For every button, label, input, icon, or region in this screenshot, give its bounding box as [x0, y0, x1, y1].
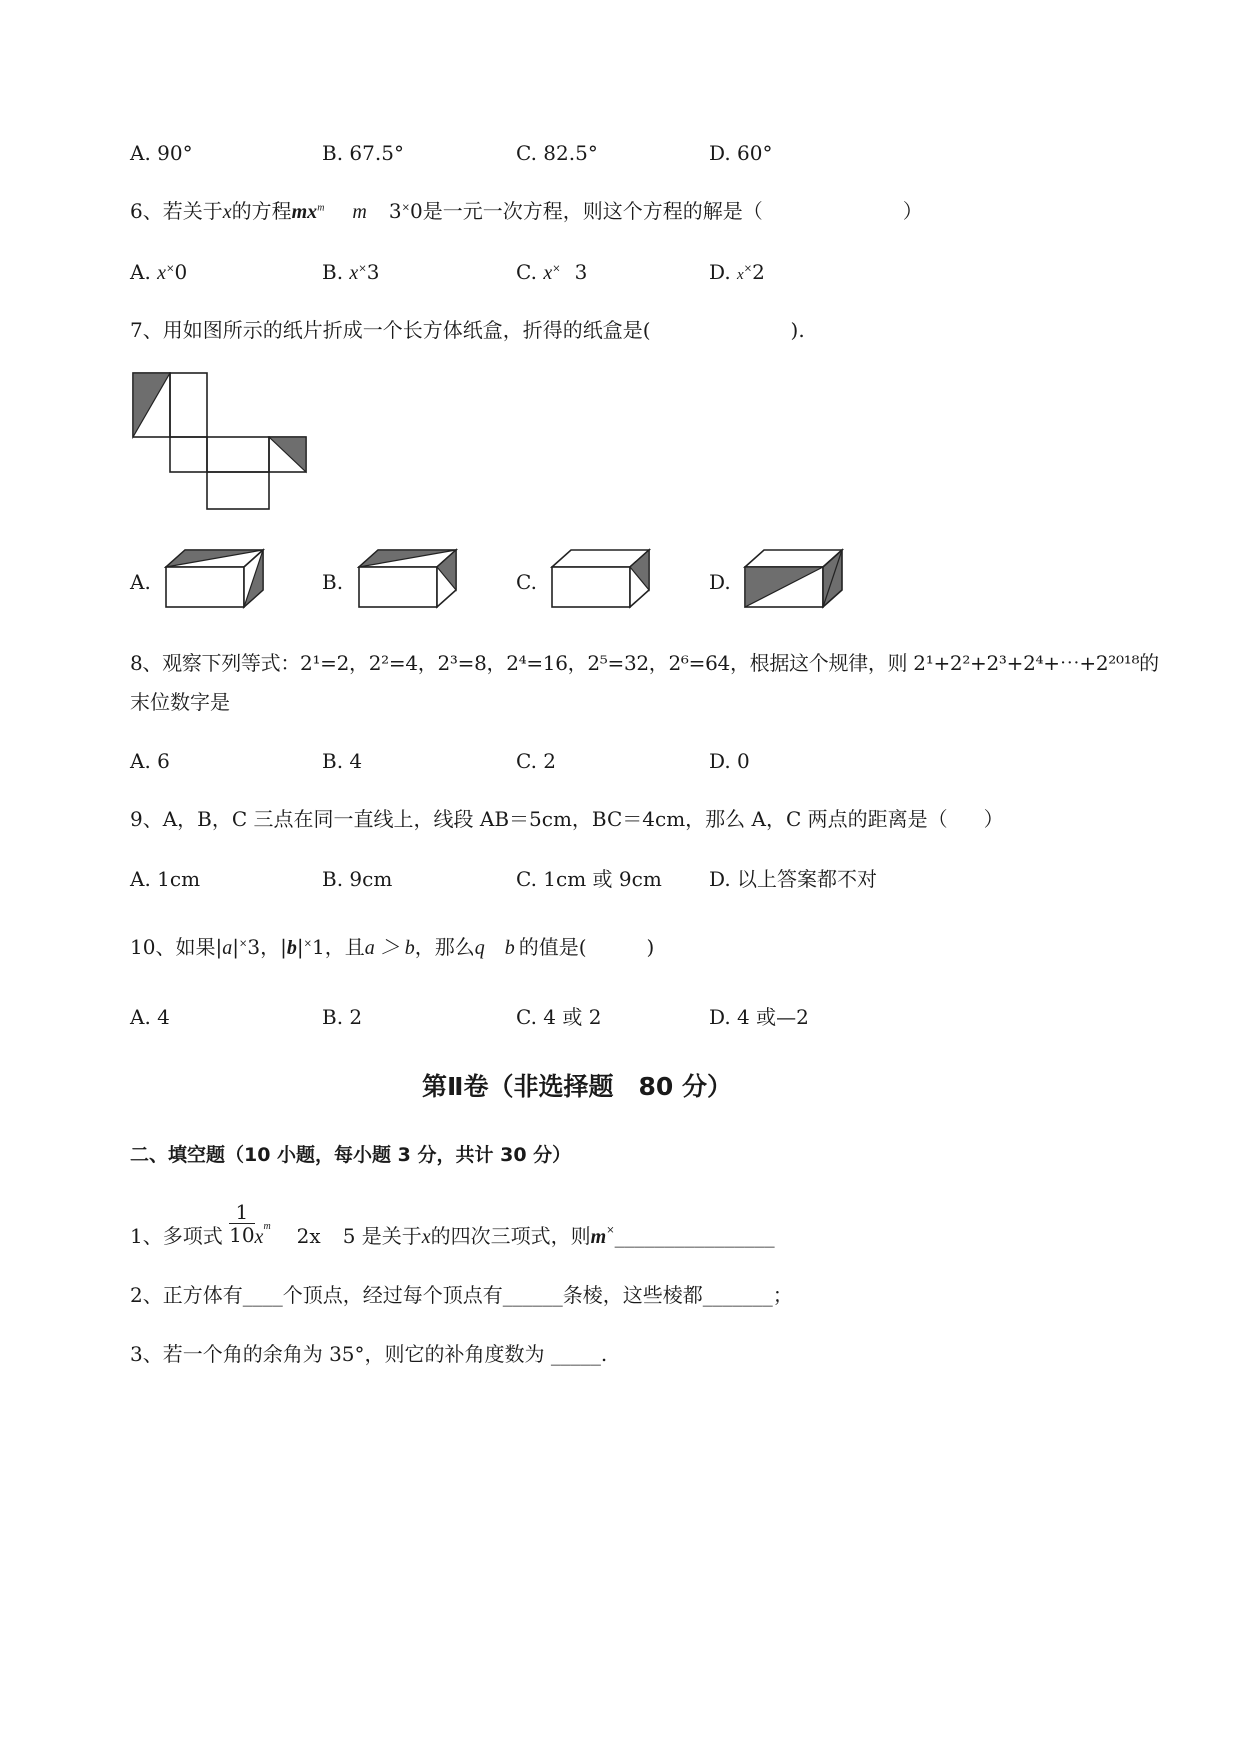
fill-question-3: 3、若一个角的余角为 35°，则它的补角度数为 _____.: [130, 1342, 608, 1366]
q6-mid: m: [352, 201, 367, 223]
q6-exp: m: [317, 202, 325, 214]
q6-tail: 3: [388, 199, 402, 223]
q10-option-a: A. 4: [130, 1005, 170, 1029]
q7-option-c-label: C.: [516, 570, 537, 594]
q6-option-a: A. x×0: [130, 260, 188, 284]
q5-option-c: C. 82.5°: [516, 141, 598, 165]
q9-option-a: A. 1cm: [130, 867, 201, 891]
q6-option-d: D. x×2: [709, 260, 765, 284]
question-6: 6、若关于x的方程$mx^m$ m 3×0是一元一次方程，则这个方程的解是（ ）: [130, 199, 923, 223]
q6-var-x: x: [222, 201, 232, 223]
q6-close: ）: [902, 199, 923, 223]
q8-option-c: C. 2: [516, 749, 557, 773]
question-8-line1: 8、观察下列等式：2¹=2，2²=4，2³=8，2⁴=16，2⁵=32，2⁶=64，根据这个规律，则 2¹+2²+2³+2⁴+⋯+2²⁰¹⁸的: [130, 651, 1159, 675]
fill-question-1: 1、多项式 $\frac{1}{10}$ $x^m$ 2x 5 是关于x的四次三项式，则m×________________: [130, 1200, 775, 1248]
question-8-line2: 末位数字是: [130, 690, 230, 714]
question-10: 10、如果|a|×3，|b|×1，且a ＞ b，那么q b 的值是( ): [130, 935, 655, 959]
question-9: 9、A，B，C 三点在同一直线上，线段 AB＝5cm，BC＝4cm，那么 A，C 两点的距离是（ ）: [130, 807, 1004, 831]
q6-text1: 的方程: [231, 199, 292, 223]
q9-option-c: C. 1cm 或 9cm: [516, 867, 662, 891]
q5-option-d: D. 60°: [709, 141, 773, 165]
section-title: 第Ⅱ卷（非选择题 80 分）: [422, 1072, 732, 1101]
section-subtitle: 二、填空题（10 小题，每小题 3 分，共计 30 分）: [130, 1144, 572, 1166]
q6-option-c: C. x× 3: [516, 260, 588, 284]
q7-option-b-box: [356, 547, 460, 611]
q5-option-b: B. 67.5°: [322, 141, 404, 165]
q6-text2: 是一元一次方程，则这个方程的解是（: [422, 199, 763, 223]
fraction: $\frac{1}{10}$: [229, 1200, 255, 1247]
q9-option-d: D. 以上答案都不对: [709, 867, 878, 891]
q6-number: 6、若关于: [130, 199, 223, 223]
q7-option-b-label: B.: [322, 570, 344, 594]
question-7: 7、用如图所示的纸片折成一个长方体纸盒，折得的纸盒是( ).: [130, 318, 805, 342]
q10-option-d: D. 4 或—2: [709, 1005, 809, 1029]
q10-option-c: C. 4 或 2: [516, 1005, 602, 1029]
q8-option-a: A. 6: [130, 749, 170, 773]
fill-question-2: 2、正方体有____个顶点，经过每个顶点有______条棱，这些棱都_______；: [130, 1283, 793, 1307]
q6-expr: mx: [291, 201, 318, 223]
cube-net-figure: [130, 370, 310, 512]
q10-option-b: B. 2: [322, 1005, 363, 1029]
q9-option-b: B. 9cm: [322, 867, 393, 891]
q7-option-a-label: A.: [130, 570, 151, 594]
q7-option-d-box: [742, 547, 846, 611]
q6-option-b: B. x×3: [322, 260, 380, 284]
q6-eq: 0: [410, 199, 423, 223]
q7-option-a-box: [163, 547, 267, 611]
q7-option-c-box: [549, 547, 653, 611]
q5-option-a: A. 90°: [130, 141, 193, 165]
q7-option-d-label: D.: [709, 570, 731, 594]
q8-option-b: B. 4: [322, 749, 363, 773]
q8-option-d: D. 0: [709, 749, 750, 773]
